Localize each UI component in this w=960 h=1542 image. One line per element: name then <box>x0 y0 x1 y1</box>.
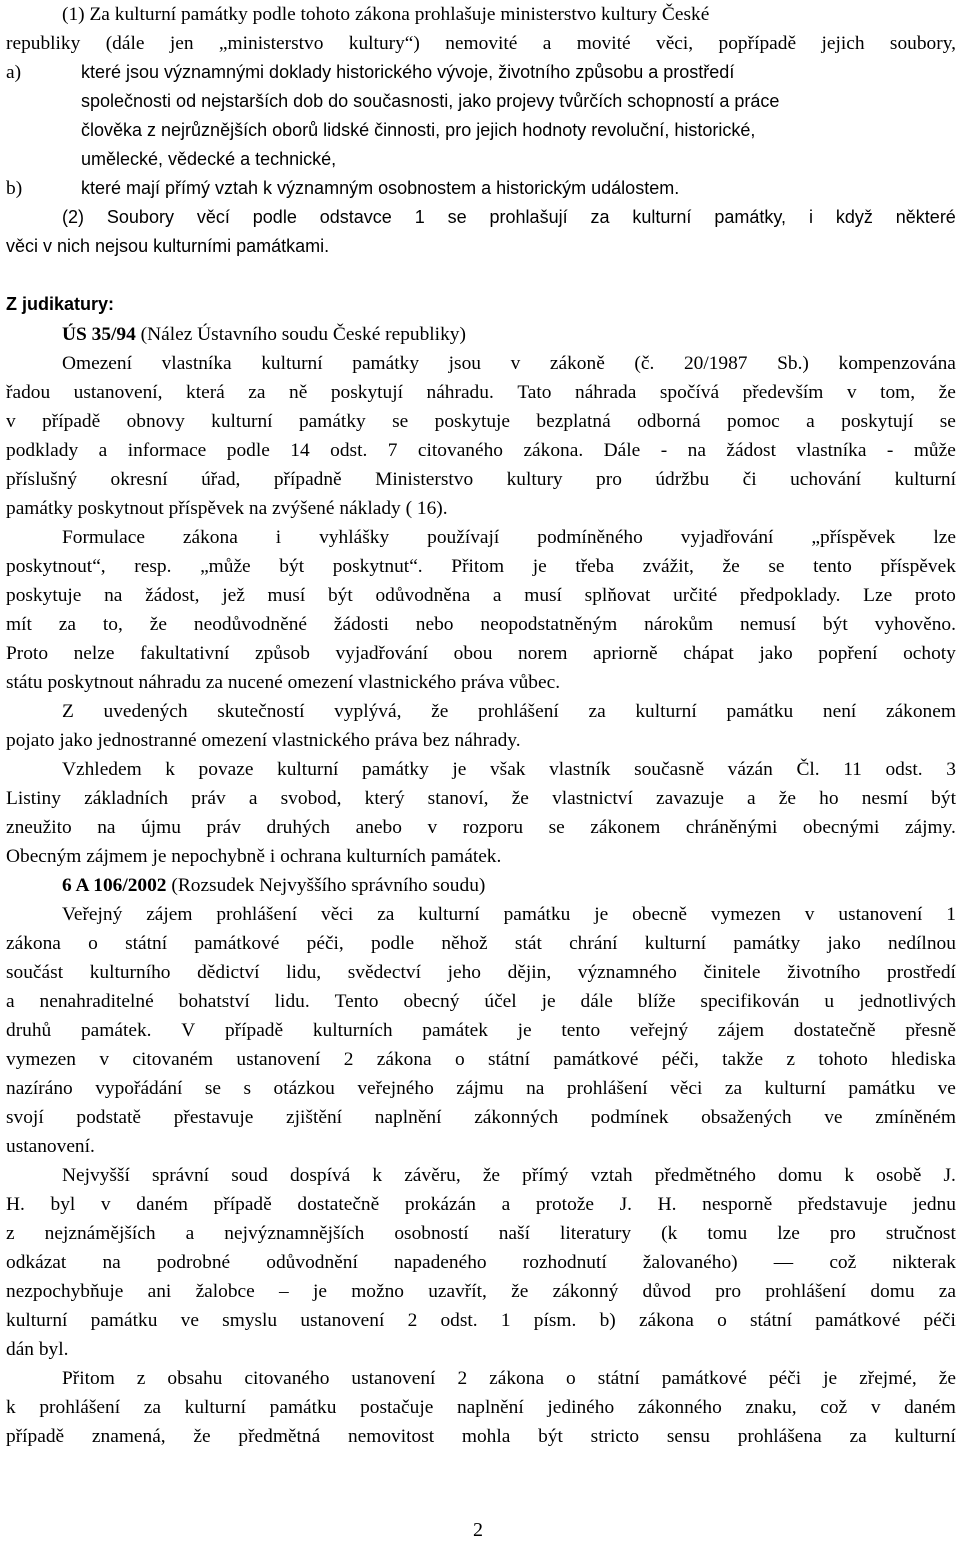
list-label: b) <box>6 178 23 199</box>
text-line: Proto nelze fakultativní způsob vyjadřování obou norem apriorně chápat jako popření ochoty <box>6 643 956 664</box>
text-line: odkázat na podrobné odůvodnění napadeného rozhodnutí žalovaného) — což nikterak <box>6 1252 956 1273</box>
text-line: nezpochybňuje ani žalobce – je možno uzavřít, že zákonný důvod pro prohlášení domu za <box>6 1281 956 1302</box>
case-description: (Nález Ústavního soudu České republiky) <box>135 324 466 345</box>
text-line: Veřejný zájem prohlášení věci za kulturní památku je obecně vymezen v ustanovení 1 <box>62 904 956 925</box>
text-line: řadou ustanovení, která za ně poskytují náhradu. Tato náhrada spočívá především v tom, že <box>6 382 956 403</box>
text-line: svojí podstatě přestavuje zjištění naplnění zákonných podmínek obsažených ve zmíněném <box>6 1107 956 1128</box>
list-text: společnosti od nejstarších dob do současnosti, jako projevy tvůrčích schopností a práce <box>81 91 780 111</box>
document-page <box>6 0 956 1541</box>
text-line: dán byl. <box>6 1339 69 1360</box>
text-line: nazíráno vypořádání se s otázkou veřejného zájmu na prohlášení věci za kulturní památku ve <box>6 1078 956 1099</box>
text-line: poskytnout“, resp. „může být poskytnut“. Přitom je třeba zvážit, že se tento příspěvek <box>6 556 956 577</box>
text-line: k prohlášení za kulturní památku postačuje naplnění jediného zákonného znaku, což v daném <box>6 1397 956 1418</box>
text-line: Nejvyšší správní soud dospívá k závěru, že přímý vztah předmětného domu k osobě J. <box>62 1165 956 1186</box>
text-line: Vzhledem k povaze kulturní památky je však vlastník současně vázán Čl. 11 odst. 3 <box>62 759 956 780</box>
paragraph-1-line: (1) Za kulturní památky podle tohoto zákona prohlašuje ministerstvo kultury České <box>62 4 710 25</box>
text-line: součást kulturního dědictví lidu, svědectví jeho dějin, významného činitele životního prostředí <box>6 962 956 983</box>
case-reference: 6 A 106/2002 <box>62 875 167 896</box>
text-line: Formulace zákona i vyhlášky používají podmíněného vyjadřování „příspěvek lze <box>62 527 956 548</box>
text-line: pojato jako jednostranné omezení vlastnického práva bez náhrady. <box>6 730 521 751</box>
case-reference: ÚS 35/94 <box>62 324 136 345</box>
page-number: 2 <box>473 1519 483 1541</box>
list-text: které jsou významnými doklady historického vývoje, životního způsobu a prostředí <box>81 62 735 82</box>
text-line: Z uvedených skutečností vyplývá, že prohlášení za kulturní památku není zákonem <box>62 701 956 722</box>
text-line: zneužito na újmu práv druhých anebo v rozporu se zákonem chráněnými obecnými zájmy. <box>6 817 956 838</box>
text-line: příslušný okresní úřad, případně Ministerstvo kultury pro údržbu či uchování kulturní <box>6 469 956 490</box>
paragraph-2-line: věci v nich nejsou kulturními památkami. <box>6 236 330 256</box>
text-line: vymezen v citovaném ustanovení 2 zákona o státní památkové péči, takže z tohoto hlediska <box>6 1049 956 1070</box>
text-line: druhů památek. V případě kulturních památek je tento veřejný zájem dostatečně přesně <box>6 1020 956 1041</box>
list-label: a) <box>6 62 22 83</box>
case-description: (Rozsudek Nejvyššího správního soudu) <box>166 875 486 896</box>
paragraph-1-line: republiky (dále jen „ministerstvo kultury“) nemovité a movité věci, popřípadě jejich soubory, <box>6 33 956 54</box>
text-line: poskytuje na žádost, jež musí být odůvodněna a musí splňovat určité předpoklady. Lze proto <box>6 585 956 606</box>
text-line: ustanovení. <box>6 1136 95 1157</box>
text-line: Listiny základních práv a svobod, který stanoví, že vlastnictví zavazuje a že ho nesmí být <box>6 788 956 809</box>
text-line: z nejznámějších a nejvýznamnějších osobností naší literatury (k tomu lze pro stručnost <box>6 1223 956 1244</box>
text-line: a nenahraditelné bohatství lidu. Tento obecný účel je dále blíže specifikován u jednotlivých <box>6 991 956 1012</box>
section-heading: Z judikatury: <box>6 294 115 314</box>
text-line: v případě obnovy kulturní památky se poskytuje bezplatná odborná pomoc a poskytují se <box>6 411 956 432</box>
text-line: mít za to, že neodůvodněné žádosti nebo neopodstatněným nárokům nemusí být vyhověno. <box>6 614 956 635</box>
text-line: Omezení vlastníka kulturní památky jsou v zákoně (č. 20/1987 Sb.) kompenzována <box>62 353 956 374</box>
text-line: státu poskytnout náhradu za nucené omezení vlastnického práva vůbec. <box>6 672 561 693</box>
list-text: které mají přímý vztah k významným osobnostem a historickým událostem. <box>81 178 680 198</box>
text-line: Přitom z obsahu citovaného ustanovení 2 zákona o státní památkové péči je zřejmé, že <box>62 1368 956 1389</box>
paragraph-2-line: (2) Soubory věcí podle odstavce 1 se prohlašují za kulturní památky, i když některé <box>62 207 956 227</box>
text-line: případě znamená, že předmětná nemovitost mohla být stricto sensu prohlášena za kulturní <box>6 1426 956 1447</box>
text-line: podklady a informace podle 14 odst. 7 citovaného zákona. Dále - na žádost vlastníka - může <box>6 440 956 461</box>
case-title-1 <box>62 320 466 349</box>
text-line: zákona o státní památkové péči, podle něhož stát chrání kulturní památky jako nedílnou <box>6 933 956 954</box>
text-line: Obecným zájmem je nepochybně i ochrana kulturních památek. <box>6 846 502 867</box>
case-title-2 <box>62 871 485 900</box>
list-text: umělecké, vědecké a technické, <box>81 149 337 169</box>
text-line: kulturní památku ve smyslu ustanovení 2 odst. 1 písm. b) zákona o státní památkové péči <box>6 1310 956 1331</box>
text-line: H. byl v daném případě dostatečně prokázán a protože J. H. nesporně představuje jednu <box>6 1194 956 1215</box>
list-text: člověka z nejrůznějších oborů lidské činnosti, pro jejich hodnoty revoluční, historické, <box>81 120 756 140</box>
text-line: památky poskytnout příspěvek na zvýšené náklady ( 16). <box>6 498 448 519</box>
